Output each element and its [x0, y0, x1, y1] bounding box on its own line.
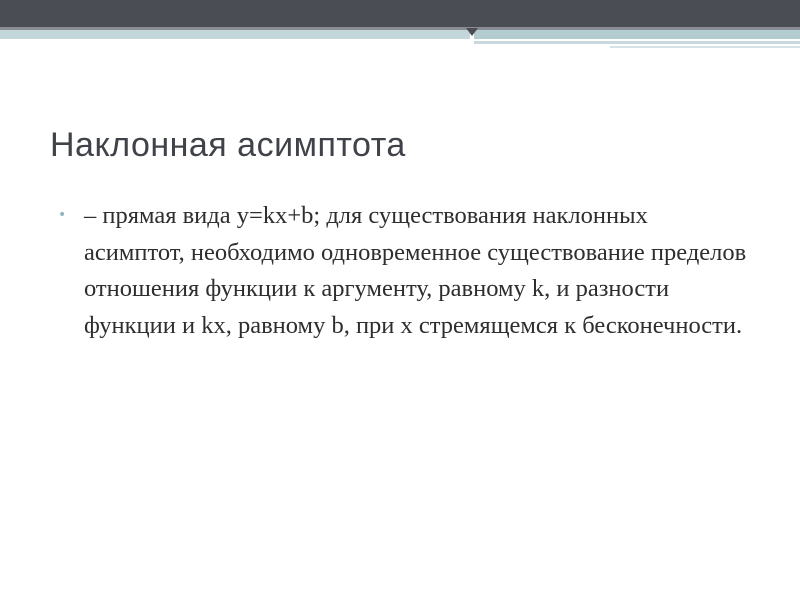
header-band-light-right	[474, 30, 800, 39]
bullet-text: – прямая вида y=kx+b; для существования наклонных асимптот, необходимо одновременное существование пределов отношения функции к аргументу, равному k, и разности функции и kx, равному b, при x стремящемся к бесконечности.	[84, 202, 747, 339]
header-band-thin-secondary	[610, 46, 800, 48]
slide-title: Наклонная асимптота	[50, 126, 406, 164]
header-band-thin	[474, 41, 800, 44]
header-band-dark	[0, 0, 800, 27]
bullet-item	[58, 198, 748, 344]
header-arrow-icon	[466, 28, 478, 36]
header-band-light-left	[0, 30, 470, 39]
bullet-dot-icon: •	[58, 207, 67, 223]
slide-body	[58, 198, 748, 344]
